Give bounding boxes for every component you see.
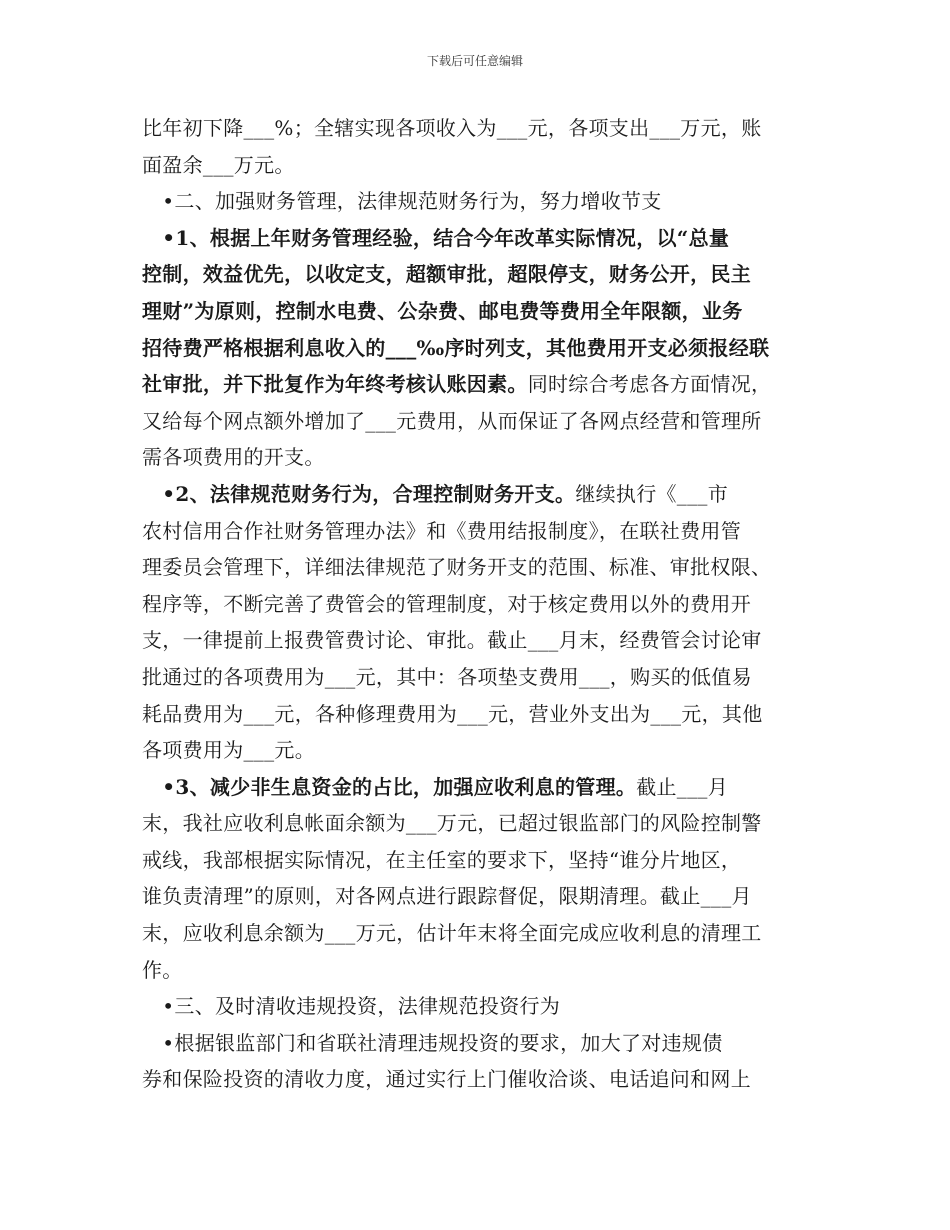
text-line [142, 659, 808, 696]
text-line [142, 293, 808, 330]
bold-text-run: •3、减少非生息资金的占比，加强应收利息的管理。 [142, 774, 637, 799]
text-line [142, 183, 808, 220]
text-run: 理委员会管理下，详细法律规范了财务开支的范围、标准、审批权限、 [142, 555, 772, 580]
text-run: 戒线，我部根据实际情况，在主任室的要求下，坚持“谁分片地区， [142, 847, 742, 872]
text-run: 各项费用为___元。 [142, 738, 315, 763]
text-line [142, 586, 808, 623]
text-line [142, 769, 808, 806]
text-line [142, 366, 808, 403]
text-line [142, 476, 808, 513]
text-line [142, 439, 808, 476]
text-run: 又给每个网点额外增加了___元费用，从而保证了各网点经营和管理所 [142, 408, 762, 433]
text-line [142, 1061, 808, 1098]
text-run: 农村信用合作社财务管理办法》和《费用结报制度》，在联社费用管 [142, 518, 741, 543]
text-line [142, 147, 808, 184]
text-line [142, 110, 808, 147]
text-line [142, 878, 808, 915]
text-line [142, 256, 808, 293]
text-run: 面盈余___万元。 [142, 152, 295, 177]
text-line [142, 622, 808, 659]
text-run: •根据银监部门和省联社清理违规投资的要求，加大了对违规债 [142, 1030, 723, 1055]
text-run: 批通过的各项费用为___元，其中：各项垫支费用___，购买的低值易 [142, 664, 752, 689]
text-run: 继续执行《___市 [575, 481, 729, 506]
document-body [142, 110, 808, 1098]
text-line [142, 1025, 808, 1062]
text-line [142, 805, 808, 842]
text-run: 比年初下降___%；全辖实现各项收入为___元，各项支出___万元，账 [142, 116, 762, 140]
text-run: 耗品费用为___元，各种修理费用为___元，营业外支出为___元，其他 [142, 701, 763, 726]
text-run: 需各项费用的开支。 [142, 445, 325, 470]
bold-text-run: 控制，效益优先，以收定支，超额审批，超限停支，财务公开，民主 [142, 262, 751, 287]
bold-text-run: •2、法律规范财务行为，合理控制财务开支。 [142, 481, 576, 506]
text-line [142, 220, 808, 257]
text-run: •三、及时清收违规投资，法律规范投资行为 [142, 994, 561, 1019]
text-run: 谁负责清理”的原则，对各网点进行跟踪督促，限期清理。截止___月 [142, 884, 752, 909]
page-header: 下载后可任意编辑 [426, 54, 523, 68]
text-run: 程序等，不断完善了费管会的管理制度，对于核定费用以外的费用开 [142, 591, 751, 616]
text-run: •二、加强财务管理，法律规范财务行为，努力增收节支 [142, 189, 662, 214]
text-line [142, 403, 808, 440]
text-run: 券和保险投资的清收力度，通过实行上门催收洽谈、电话追问和网上 [142, 1067, 751, 1092]
text-run: 作。 [142, 957, 183, 982]
bold-text-run: •1、根据上年财务管理经验，结合今年改革实际情况，以“总量 [142, 225, 730, 250]
bold-text-run: 社审批，并下批复作为年终考核认账因素。 [142, 372, 528, 397]
text-run: 末，我社应收利息帐面余额为___万元，已超过银监部门的风险控制警 [142, 811, 762, 836]
text-line [142, 988, 808, 1025]
text-line [142, 732, 808, 769]
text-run: 末，应收利息余额为___万元，估计年末将全面完成应收利息的清理工 [142, 921, 762, 946]
bold-text-run: 招待费严格根据利息收入的___‰序时列支，其他费用开支必须报经联 [142, 335, 770, 360]
text-run: 同时综合考虑各方面情况， [527, 372, 772, 397]
text-line [142, 330, 808, 367]
text-line [142, 915, 808, 952]
text-line [142, 549, 808, 586]
text-run: 支，一律提前上报费管费讨论、审批。截止___月末，经费管会讨论审 [142, 628, 762, 653]
text-line [142, 842, 808, 879]
text-run: 截止___月 [636, 774, 729, 799]
text-line [142, 513, 808, 550]
text-line [142, 952, 808, 989]
text-line [142, 696, 808, 733]
bold-text-run: 理财”为原则，控制水电费、公杂费、邮电费等费用全年限额，业务 [142, 298, 743, 323]
